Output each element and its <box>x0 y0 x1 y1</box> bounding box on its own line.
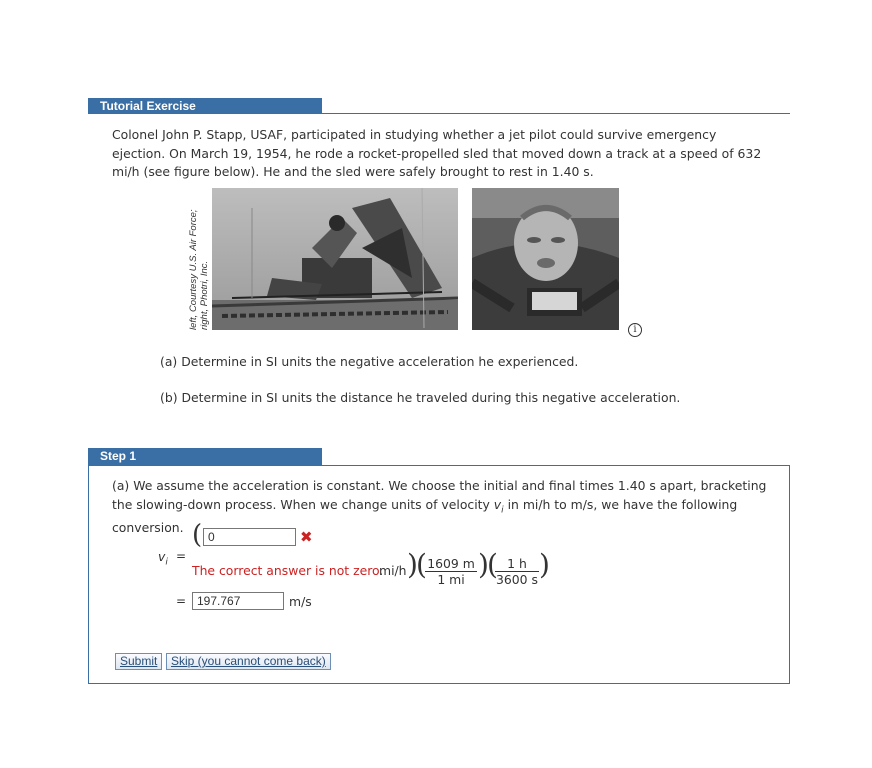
result-unit: m/s <box>289 594 312 609</box>
frac2-denominator: 3600 s <box>496 572 538 587</box>
problem-statement: Colonel John P. Stapp, USAF, participated in studying whether a jet pilot could survive emergency ejection. On March 19, 1954, he rode a rocket-propelled sled that moved down a track at a speed of 632 mi/h (see figure below). He and the sled were safely brought to rest in 1.40 s. <box>112 127 762 179</box>
frac2-close-paren: ) <box>539 548 550 581</box>
velocity-symbol: v <box>493 496 502 512</box>
equation-lhs: $v_i$ <box>158 549 168 568</box>
part-b-question: (b) Determine in SI units the distance he traveled during this negative acceleration. <box>160 390 681 405</box>
conversion-fraction-1 <box>425 556 477 588</box>
frac2-open-paren: ( <box>487 548 498 581</box>
incorrect-icon: ✖ <box>300 528 313 546</box>
equals-sign-2: = <box>176 594 187 608</box>
photo-credit: left, Courtesy U.S. Air Force; right, Photri, Inc. <box>188 209 210 330</box>
frac1-denominator: 1 mi <box>437 572 465 587</box>
frac1-close-paren: ) <box>478 548 489 581</box>
speed-input[interactable] <box>203 528 296 546</box>
result-input[interactable] <box>192 592 284 610</box>
step1-explanation: (a) We assume the acceleration is constant. We choose the initial and final times 1.40 s apart, bracketing the slowing-down process. When we change units of velocity $v_i$ in mi/h to m/s, we have the following conversion. <box>112 478 767 536</box>
error-message: The correct answer is not zero. <box>192 563 384 578</box>
frac1-open-paren: ( <box>416 548 427 581</box>
tutorial-header-label: Tutorial Exercise <box>100 99 196 113</box>
open-paren: ( <box>192 520 203 550</box>
frac2-numerator: 1 h <box>495 556 539 572</box>
info-icon[interactable]: i <box>628 323 642 337</box>
velocity-subscript: i <box>501 504 504 515</box>
part-a-question: (a) Determine in SI units the negative acceleration he experienced. <box>160 354 579 369</box>
step1-header <box>88 448 322 465</box>
conversion-fraction-2 <box>495 556 539 588</box>
frac1-numerator: 1609 m <box>425 556 477 572</box>
skip-button[interactable]: Skip (you cannot come back) <box>166 653 331 670</box>
close-paren: ) <box>407 548 418 581</box>
unit-mph: mi/h <box>379 563 407 578</box>
equals-sign-1: = <box>176 549 187 563</box>
tutorial-divider <box>88 113 790 114</box>
submit-button[interactable]: Submit <box>115 653 162 670</box>
step1-header-label: Step 1 <box>100 449 137 463</box>
stapp-face-photo <box>472 188 619 330</box>
tutorial-header <box>88 98 322 114</box>
rocket-sled-photo <box>212 188 458 330</box>
figure <box>188 186 642 346</box>
